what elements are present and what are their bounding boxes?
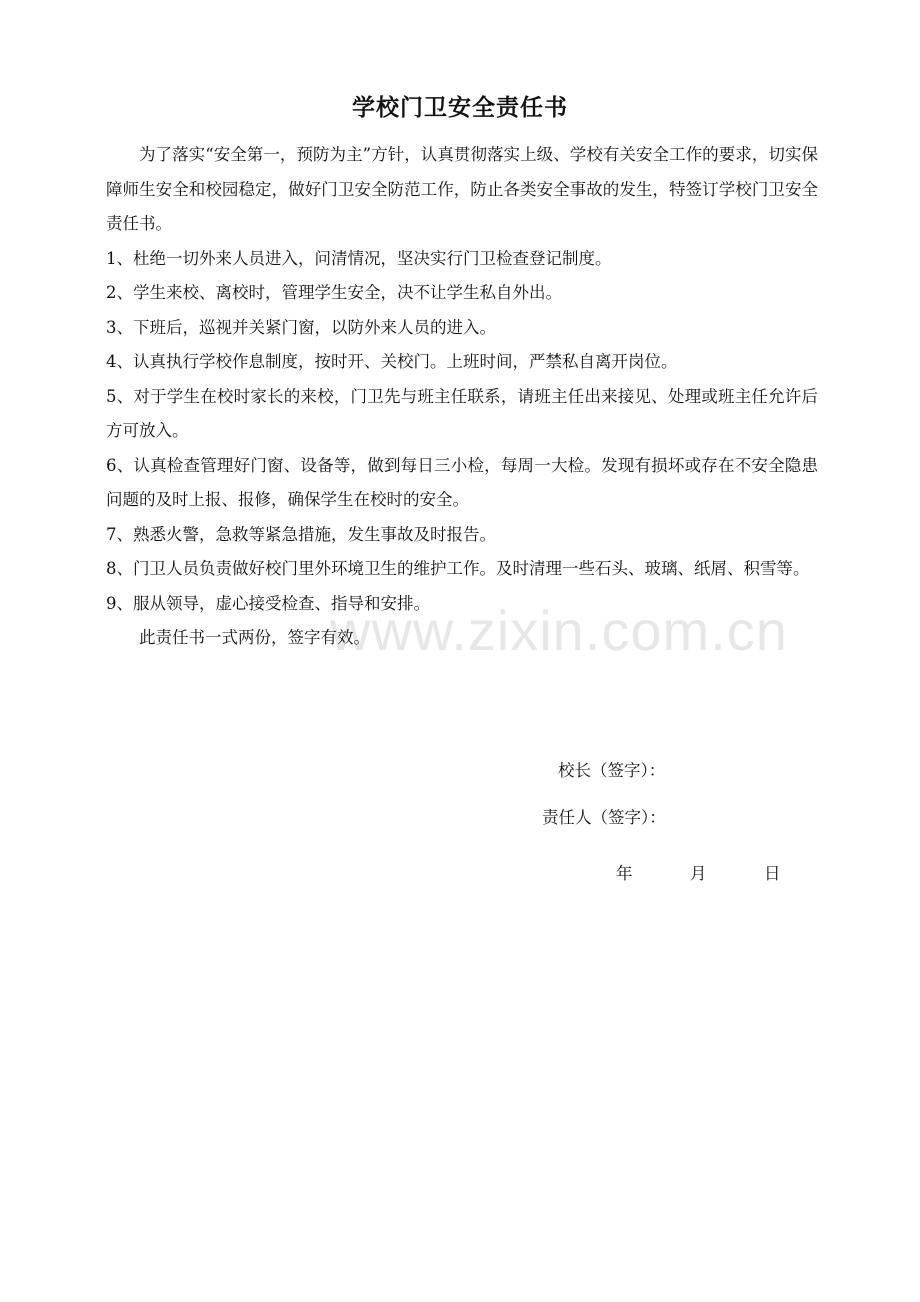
clause-item: 3、下班后，巡视并关紧门窗，以防外来人员的进入。	[106, 317, 496, 337]
clause-item: 4、认真执行学校作息制度，按时开、关校门。上班时间，严禁私自离开岗位。	[106, 352, 678, 371]
date-month-label: 月	[690, 864, 707, 883]
clause-item: 2、学生来校、离校时，管理学生安全，决不让学生私自外出。	[106, 283, 562, 302]
clause-item: 5、对于学生在校时家长的来校，门卫先与班主任联系，请班主任出来接见、处理或班主任允许后方可放入。	[106, 386, 818, 440]
date-year-label: 年	[616, 864, 633, 883]
principal-signature-label: 校长（签字）：	[558, 761, 666, 780]
clause-item: 8、门卫人员负责做好校门里外环境卫生的维护工作。及时清理一些石头、玻璃、纸屑、积雪等。	[106, 559, 810, 578]
clause-item: 6、认真检查管理好门窗、设备等，做到每日三小检，每周一大检。发现有损坏或存在不安全隐患问题的及时上报、报修，确保学生在校时的安全。	[106, 455, 818, 509]
clause-item: 9、服从领导，虚心接受检查、指导和安排。	[106, 593, 430, 613]
document-body	[106, 138, 818, 656]
date-day-label: 日	[764, 864, 781, 883]
intro-paragraph: 为了落实“安全第一，预防为主”方针，认真贯彻落实上级、学校有关安全工作的要求，切实保障师生安全和校园稳定，做好门卫安全防范工作，防止各类安全事故的发生，特签订学校门卫安全责任书。	[106, 145, 818, 233]
clause-item: 7、熟悉火警，急救等紧急措施，发生事故及时报告。	[106, 524, 496, 544]
document-title: 学校门卫安全责任书	[352, 94, 568, 121]
clause-item: 1、杜绝一切外来人员进入，问清情况，坚决实行门卫检查登记制度。	[106, 248, 612, 268]
site-watermark: www.zixin.com.cn	[330, 599, 788, 662]
closing-paragraph: 此责任书一式两份，签字有效。	[139, 628, 370, 647]
responsible-person-signature-label: 责任人（签字）：	[542, 808, 666, 827]
